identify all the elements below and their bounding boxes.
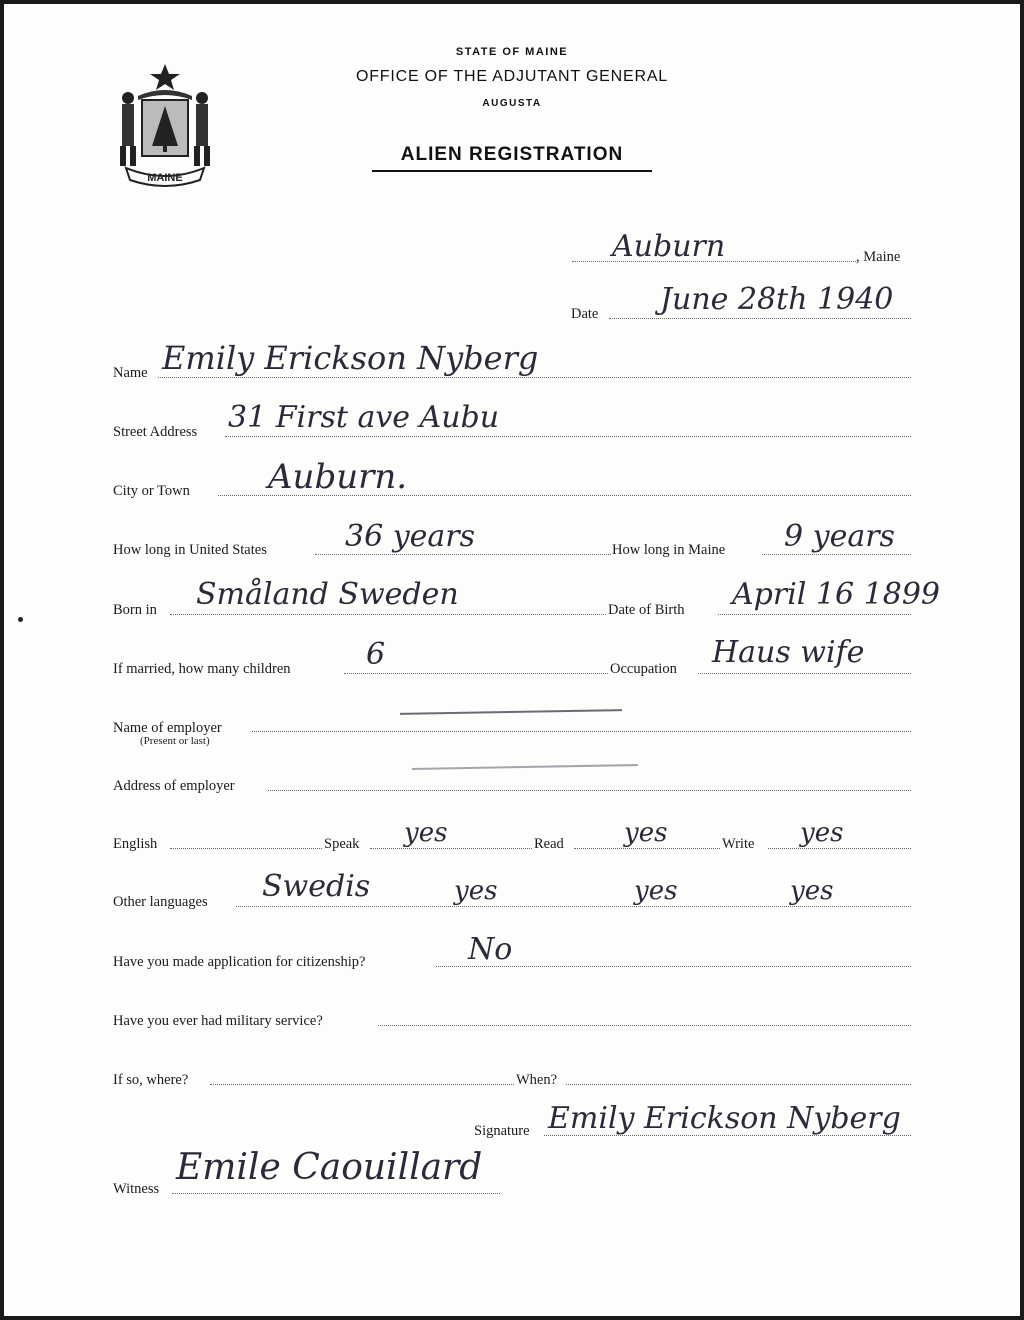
citizenship-value: No <box>468 932 513 967</box>
other-languages-label: Other languages <box>113 894 208 910</box>
born-in-line <box>170 614 606 615</box>
how-long-maine-label: How long in Maine <box>612 542 726 558</box>
occupation-label: Occupation <box>610 661 677 677</box>
dob-value: April 16 1899 <box>732 577 940 612</box>
children-value: 6 <box>366 637 386 672</box>
children-line <box>344 673 608 674</box>
when-label: When? <box>516 1072 558 1088</box>
children-label: If married, how many children <box>113 661 291 677</box>
english-read-label: Read <box>534 836 564 852</box>
dob-line <box>718 614 911 615</box>
other-languages-line <box>236 906 911 907</box>
citizenship-label: Have you made application for citizenship? <box>113 954 366 970</box>
street-value: 31 First ave Aubu <box>228 400 500 435</box>
street-label: Street Address <box>113 424 198 440</box>
born-in-value: Småland Sweden <box>196 577 459 612</box>
signature-value: Emily Erickson Nyberg <box>548 1101 901 1136</box>
header-office: OFFICE OF THE ADJUTANT GENERAL <box>355 68 669 85</box>
english-speak-line <box>370 848 532 849</box>
employer-label: Name of employer <box>113 720 222 736</box>
header-state: STATE OF MAINE <box>455 46 569 58</box>
dob-label: Date of Birth <box>608 602 685 618</box>
military-line <box>378 1025 911 1026</box>
place-value: Auburn <box>612 229 726 264</box>
how-long-maine-value: 9 years <box>784 519 895 554</box>
name-value: Emily Erickson Nyberg <box>162 339 539 377</box>
witness-line <box>172 1193 500 1194</box>
city-label: City or Town <box>113 483 190 499</box>
born-in-label: Born in <box>113 602 157 618</box>
how-long-us-line <box>315 554 611 555</box>
english-read-line <box>574 848 720 849</box>
english-write-value: yes <box>800 818 844 848</box>
margin-mark <box>18 617 23 622</box>
how-long-maine-line <box>762 554 911 555</box>
employer-line <box>252 731 911 732</box>
how-long-us-value: 36 years <box>345 519 476 554</box>
english-write-line <box>768 848 911 849</box>
date-line <box>609 318 911 319</box>
military-label: Have you ever had military service? <box>113 1013 323 1029</box>
witness-value: Emile Caouillard <box>176 1147 483 1188</box>
date-label: Date <box>571 306 599 322</box>
seal-text: MAINE <box>147 172 183 184</box>
city-value: Auburn. <box>268 457 408 497</box>
employer-address-label: Address of employer <box>113 778 235 794</box>
name-line <box>158 377 911 378</box>
where-line <box>210 1084 514 1085</box>
title-underline <box>372 170 652 172</box>
where-label: If so, where? <box>113 1072 189 1088</box>
english-label: English <box>113 836 158 852</box>
when-line <box>566 1084 911 1085</box>
other-language-name: Swedis <box>262 869 371 904</box>
witness-label: Witness <box>113 1181 160 1197</box>
english-read-value: yes <box>624 818 668 848</box>
english-write-label: Write <box>722 836 755 852</box>
employer-address-line <box>268 790 911 791</box>
english-line <box>170 848 322 849</box>
other-language-write: yes <box>790 876 834 906</box>
occupation-line <box>698 673 911 674</box>
english-speak-label: Speak <box>324 836 360 852</box>
place-suffix: , Maine <box>856 249 901 265</box>
occupation-value: Haus wife <box>712 635 865 670</box>
street-line <box>225 436 911 437</box>
signature-label: Signature <box>474 1123 530 1139</box>
page-title: ALIEN REGISTRATION <box>400 144 624 165</box>
employer-sublabel: (Present or last) <box>140 735 210 747</box>
how-long-us-label: How long in United States <box>113 542 267 558</box>
english-speak-value: yes <box>404 818 448 848</box>
name-label: Name <box>113 365 148 381</box>
header-city: AUGUSTA <box>482 98 542 109</box>
other-language-speak: yes <box>454 876 498 906</box>
other-language-read: yes <box>634 876 678 906</box>
date-value: June 28th 1940 <box>660 282 894 317</box>
